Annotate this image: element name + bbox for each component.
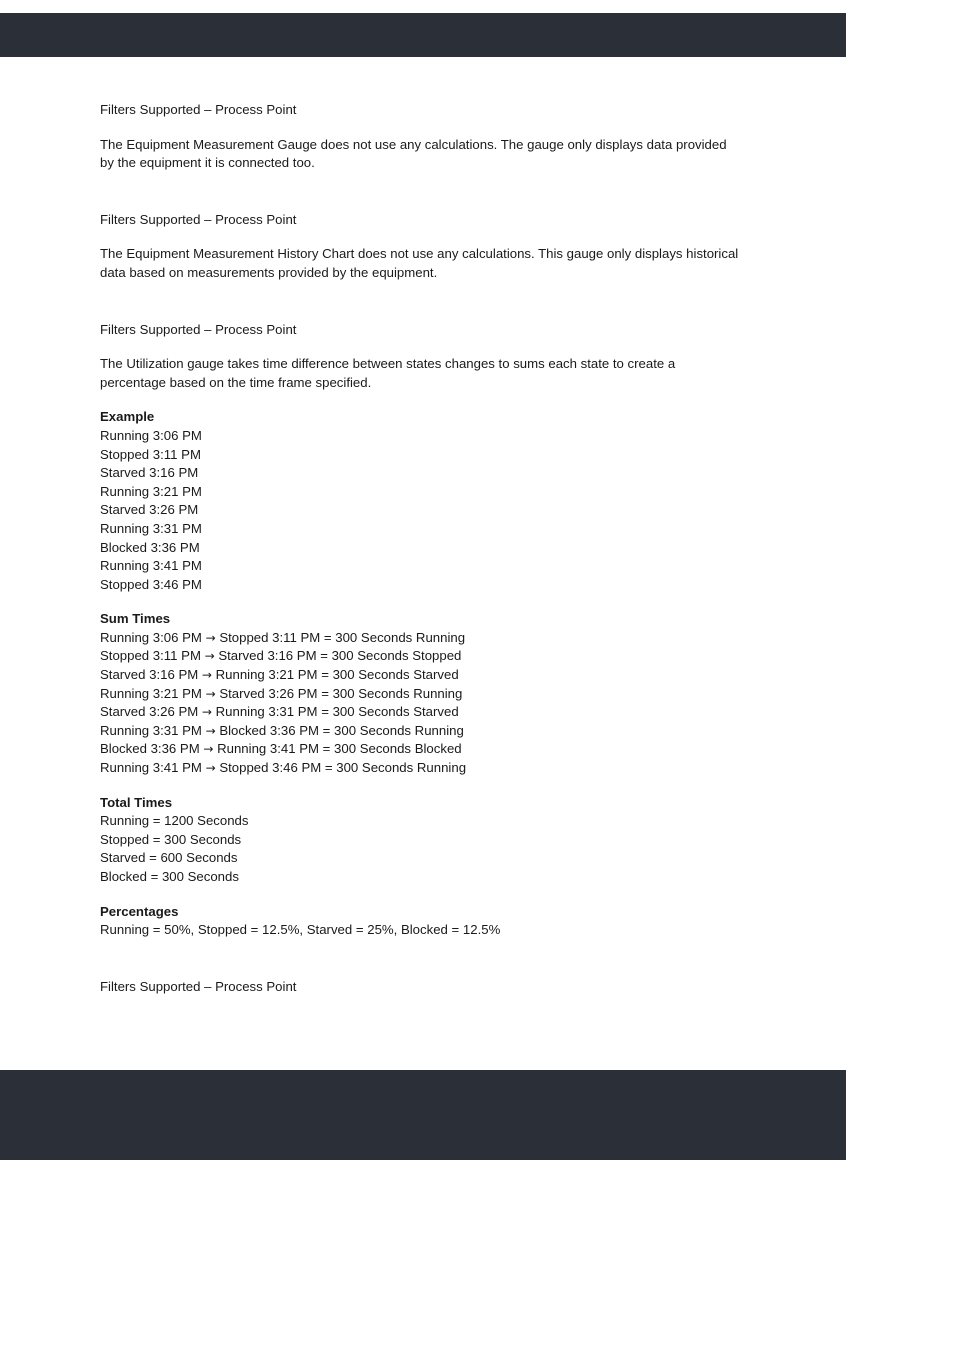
list-item: Blocked = 300 Seconds: [100, 869, 239, 884]
list-item: Stopped 3:46 PM: [100, 576, 202, 592]
arrow-right-icon: →: [205, 630, 216, 645]
list-item: Stopped = 300 Seconds: [100, 831, 242, 847]
to-state: Starved 3:26 PM = 300 Seconds Running: [219, 685, 463, 701]
example-heading: Example: [100, 409, 155, 425]
list-item: Starved = 600 Seconds: [100, 850, 238, 866]
example-list: [100, 427, 740, 594]
list-item: [100, 666, 740, 685]
total-times-list: [100, 812, 740, 886]
list-item: [100, 759, 740, 778]
list-item: Stopped 3:11 PM: [100, 446, 201, 462]
total-times-heading: Total Times: [100, 794, 173, 810]
list-item: [100, 703, 740, 722]
list-item: [100, 740, 740, 759]
arrow-right-icon: →: [205, 723, 216, 738]
to-state: Blocked 3:36 PM = 300 Seconds Running: [219, 722, 464, 738]
arrow-right-icon: →: [203, 742, 214, 757]
sum-times-list: [100, 629, 740, 778]
from-state: Running 3:41 PM: [100, 760, 202, 776]
list-item: Running = 1200 Seconds: [100, 813, 249, 829]
list-item: [100, 722, 740, 741]
list-item: Blocked 3:36 PM: [100, 539, 200, 555]
footer-band: [0, 1070, 846, 1160]
list-item: [100, 647, 740, 666]
list-item: Running 3:41 PM: [100, 558, 202, 574]
to-state: Stopped 3:11 PM = 300 Seconds Running: [219, 629, 466, 645]
list-item: [100, 629, 740, 648]
list-item: [100, 685, 740, 704]
sum-times-heading: Sum Times: [100, 611, 171, 627]
filter-label: Filters Supported – Process Point: [100, 211, 297, 227]
percentages-heading: Percentages: [100, 903, 179, 919]
arrow-right-icon: →: [201, 705, 212, 720]
filter-label: Filters Supported – Process Point: [100, 978, 297, 994]
to-state: Starved 3:16 PM = 300 Seconds Stopped: [218, 648, 462, 664]
section-paragraph: The Equipment Measurement History Chart does not use any calculations. This gauge only displays historical data based on measurements provided by the equipment.: [100, 246, 739, 280]
arrow-right-icon: →: [205, 686, 216, 701]
filter-label: Filters Supported – Process Point: [100, 321, 297, 337]
list-item: Running 3:06 PM: [100, 427, 202, 443]
to-state: Running 3:41 PM = 300 Seconds Blocked: [217, 741, 462, 757]
to-state: Running 3:31 PM = 300 Seconds Starved: [215, 704, 459, 720]
from-state: Starved 3:26 PM: [100, 704, 199, 720]
list-item: Starved 3:16 PM: [100, 465, 199, 481]
from-state: Running 3:31 PM: [100, 722, 202, 738]
section-paragraph: The Equipment Measurement Gauge does not use any calculations. The gauge only displays data provided by the equipment it is connected too.: [100, 136, 727, 171]
from-state: Stopped 3:11 PM: [100, 648, 201, 664]
from-state: Starved 3:16 PM: [100, 667, 199, 683]
from-state: Running 3:06 PM: [100, 629, 202, 645]
percentages-text: Running = 50%, Stopped = 12.5%, Starved = 25%, Blocked = 12.5%: [100, 922, 501, 938]
from-state: Blocked 3:36 PM: [100, 741, 200, 757]
document-body: [100, 101, 740, 996]
arrow-right-icon: →: [204, 649, 215, 664]
header-band: [0, 13, 846, 57]
list-item: Running 3:21 PM: [100, 483, 202, 499]
from-state: Running 3:21 PM: [100, 685, 202, 701]
arrow-right-icon: →: [205, 761, 216, 776]
list-item: Running 3:31 PM: [100, 520, 202, 536]
to-state: Stopped 3:46 PM = 300 Seconds Running: [219, 760, 467, 776]
to-state: Running 3:21 PM = 300 Seconds Starved: [215, 667, 459, 683]
filter-label: Filters Supported – Process Point: [100, 102, 297, 117]
arrow-right-icon: →: [201, 668, 212, 683]
section-paragraph: The Utilization gauge takes time difference between states changes to sums each state to create a percentage based on the time frame specified.: [100, 356, 676, 390]
list-item: Starved 3:26 PM: [100, 502, 199, 518]
